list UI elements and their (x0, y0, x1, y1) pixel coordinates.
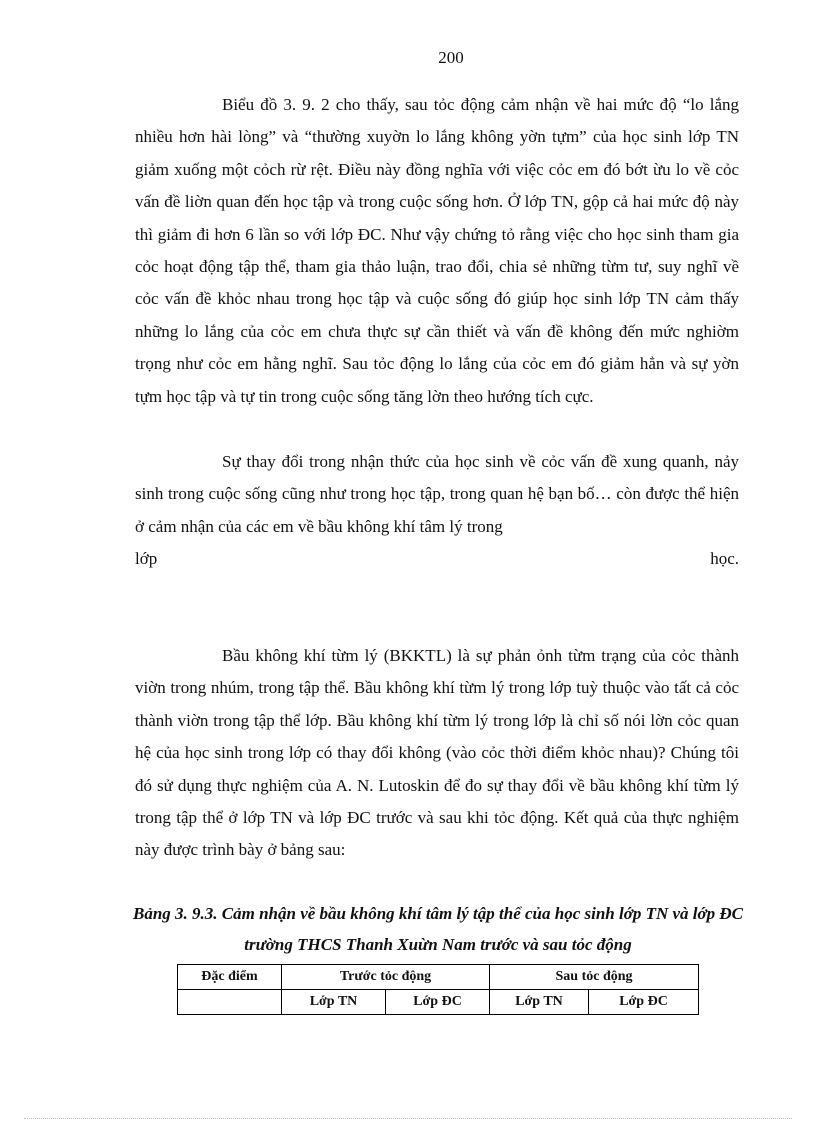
paragraph-chart-discussion: Biểu đồ 3. 9. 2 cho thấy, sau tỏc động cảm nhận về hai mức độ “lo lắng nhiều hơn hài lòng” và “thường xuyờn lo lắng không yờn tựm” của học sinh lớp TN giảm xuống một cỏch rừ rệt. Điều này đồng nghĩa với việc cỏc em đó bớt ừu lo về cỏc vấn đề liờn quan đến học tập và trong cuộc sống hơn. Ở lớp TN, gộp cả hai mức độ này thì giảm đi hơn 6 lần so với lớp ĐC. Như vậy chứng tỏ rằng việc cho học sinh tham gia cỏc hoạt động tập thể, tham gia thảo luận, trao đổi, chia sẻ những từm tư, suy nghĩ về cỏc vấn đề khỏc nhau trong học tập và cuộc sống đó giúp học sinh lớp TN cảm thấy những lo lắng của cỏc em chưa thực sự cần thiết và vấn đề không đến mức nghiờm trọng như cỏc em hằng nghĩ. Sau tỏc động lo lắng của cỏc em đó giảm hẳn và sự yờn tựm học tập và tự tin trong cuộc sống tăng lờn theo hướng tích cực. (135, 95, 739, 406)
subheader-empty (178, 990, 282, 1015)
page-number: 200 (438, 48, 464, 67)
paragraph-perception-change-end: lớp học. (135, 549, 739, 569)
page-bottom-divider (24, 1118, 792, 1119)
table-header-row (178, 965, 699, 990)
subheader-dc-after: Lớp ĐC (589, 990, 699, 1015)
paragraph-bkktl-definition: Bầu không khí từm lý (BKKTL) là sự phản ỏnh từm trạng của cỏc thành viờn trong nhúm, trong tập thể. Bầu không khí từm lý trong lớp tuỳ thuộc vào tất cả cỏc thành viờn trong tập thể lớp. Bầu không khí từm lý trong lớp là chỉ số nói lờn cỏc quan hệ của học sinh trong lớp có thay đổi không (vào cỏc thời điểm khỏc nhau)? Chúng tôi đó sử dụng thực nghiệm của A. N. Lutoskin để đo sự thay đổi về bầu không khí từm lý trong tập thể ở lớp TN và lớp ĐC trước và sau khi tỏc động. Kết quả của thực nghiệm này được trình bày ở bảng sau: (135, 646, 739, 860)
header-feature: Đặc điểm (178, 965, 282, 990)
subheader-dc-before: Lớp ĐC (386, 990, 490, 1015)
header-before-impact: Trước tỏc động (282, 965, 490, 990)
paragraph-perception-change-main: Sự thay đổi trong nhận thức của học sinh về cỏc vấn đề xung quanh, nảy sinh trong cuộc sống cũng như trong học tập, trong quan hệ bạn bố… còn được thể hiện ở cảm nhận của các em về bầu không khí tâm lý trong (135, 452, 739, 536)
header-after-impact: Sau tỏc động (490, 965, 699, 990)
table-subheader-row (178, 990, 699, 1015)
table-caption: Bảng 3. 9.3. Cảm nhận về bầu không khí tâm lý tập thể của học sinh lớp TN và lớp ĐC trường THCS Thanh Xuừn Nam trước và sau tỏc động (132, 904, 744, 954)
paragraph-perception-change (135, 446, 739, 576)
subheader-tn-after: Lớp TN (490, 990, 589, 1015)
perception-table (177, 964, 699, 1015)
subheader-tn-before: Lớp TN (282, 990, 386, 1015)
